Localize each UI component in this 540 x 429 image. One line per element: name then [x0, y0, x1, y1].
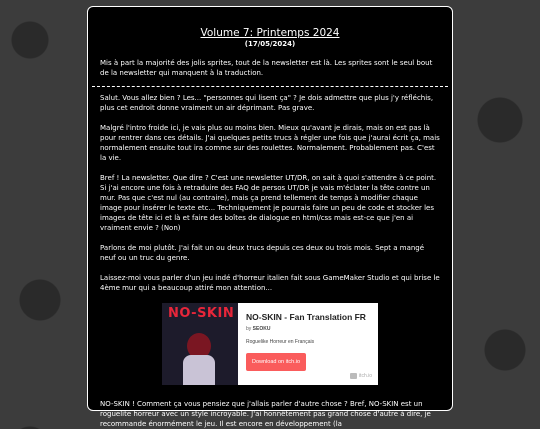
- game-subtitle: Roguelike Horreur en Français: [246, 339, 315, 345]
- itch-brand-label: itch.io: [358, 373, 372, 379]
- newsletter-panel: [87, 6, 453, 428]
- itch-embed-widget[interactable]: [162, 303, 378, 385]
- translation-note: Mis à part la majorité des jolis sprites, tout de la newsletter est là. Les sprites sont le seul bout de la newsletter qui manquent à la traduction.: [100, 59, 433, 77]
- game-title-link[interactable]: NO-SKIN - Fan Translation FR: [246, 312, 366, 322]
- paragraph-greeting: Salut. Vous allez bien ? Les... "personnes qui lisent ça" ? Je dois admettre que plus j'y réfléchis, plus cet endroit donne vraiment un air déprimant. Pas grave.: [100, 94, 434, 112]
- by-prefix: by: [246, 326, 252, 332]
- paragraph-updates: Parlons de moi plutôt. J'ai fait un ou deux trucs depuis ces deux ou trois mois. Sept a mangé neuf ou un truc du genre.: [100, 244, 425, 262]
- volume-date: (17/05/2024): [244, 40, 296, 48]
- cover-title: NO-SKIN: [168, 306, 235, 321]
- newsletter-header: [88, 7, 452, 48]
- newsletter-body: [88, 87, 452, 429]
- game-cover-image[interactable]: [162, 303, 238, 385]
- paragraph-status: Malgré l'intro froide ici, je vais plus ou moins bien. Mieux qu'avant je dirais, mais on est pas là pour rentrer dans ces détails. J'ai quelques petits trucs à régler une fois que j'aurai écrit ça, mais normalement ensuite tout ira comme sur des roulettes. Normalement. Probablement pas. C'est la vie.: [100, 124, 440, 162]
- character-body-art: [183, 355, 215, 385]
- author-link[interactable]: SEOKU: [252, 326, 271, 332]
- itch-icon: [350, 373, 357, 379]
- author-line: [246, 324, 366, 334]
- download-button[interactable]: Download on itch.io: [246, 353, 306, 371]
- volume-title: Volume 7: Printemps 2024: [200, 27, 340, 39]
- paragraph-game-description: NO-SKIN ! Comment ça vous pensiez que j'allais parler d'autre chose ? Bref, NO-SKIN est un roguelite horreur avec un style incroyable. J'ai honnêtement pas grand chose d'autre à dire, je recommande énormément le jeu. Il est encore en développement (la: [100, 400, 431, 428]
- itch-logo[interactable]: [350, 371, 372, 381]
- paragraph-newsletter: Bref ! La newsletter. Que dire ? C'est une newsletter UT/DR, on sait à quoi s'attendre à ce point. Si j'ai encore une fois à retraduire des FAQ de persos UT/DR je vais m'éclater la tête contre un mur. Pas que c'est nul (au contraire), mais ça prend tellement de temps à modifier chaque image pour insérer le texte etc... Techniquement je pourrais faire un peu de code et stocker les images de tête ici et là et faire des boîtes de dialogue en html/css mais est-ce que j'en ai vraiment envie ? (Non): [100, 174, 437, 232]
- paragraph-game-intro: Laissez-moi vous parler d'un jeu indé d'horreur italien fait sous GameMaker Studio et qui brise le 4ème mur qui a beaucoup attiré mon attention...: [100, 274, 440, 292]
